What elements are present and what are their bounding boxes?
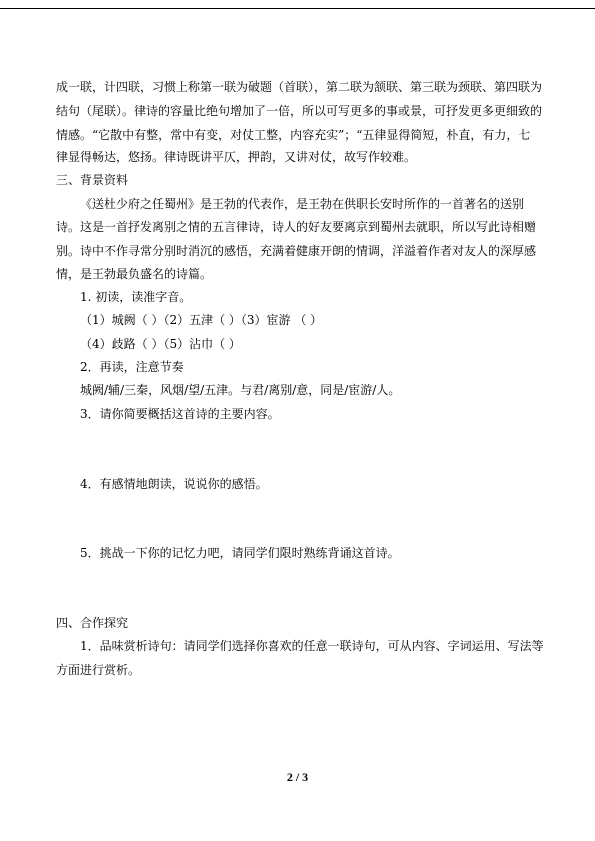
header-rule <box>0 8 595 9</box>
background-line-3: 别。诗中不作寻常分别时消沉的感悟，充满着健康开朗的情调，洋溢着作者对友人的深厚感 <box>56 244 537 258</box>
section-3-heading: 三、背景资料 <box>56 173 129 187</box>
background-line-2: 诗。这是一首抒发离别之情的五言律诗，诗人的好友要离京到蜀州去就职，所以写此诗相赠 <box>56 220 537 234</box>
question-1: 1. 初读，读准字音。 <box>80 290 192 304</box>
intro-line-4: 律显得畅达，悠扬。律诗既讲平仄，押韵，又讲对仗，故写作较难。 <box>56 150 417 164</box>
question-5: 5．挑战一下你的记忆力吧，请同学们限时熟练背诵这首诗。 <box>80 546 400 560</box>
explore-line-2: 方面进行赏析。 <box>56 663 141 677</box>
question-4: 4．有感情地朗读，说说你的感悟。 <box>80 477 268 491</box>
intro-line-3: 情感。“它散中有整，常中有变，对仗工整，内容充实”；“五律显得简短，朴直，有力，七 <box>56 128 531 142</box>
background-line-1: 《送杜少府之任蜀州》是王勃的代表作，是王勃在供职长安时所作的一首著名的送别 <box>80 197 525 211</box>
pronunciation-row-1: （1）城阙（ ）（2）五津（ ）（3）宦游 （ ） <box>80 313 323 327</box>
pronunciation-row-2: （4）歧路（ ）（5）沾巾（ ） <box>80 337 241 351</box>
explore-line-1: 1．品味赏析诗句：请同学们选择你喜欢的任意一联诗句，可从内容、字词运用、写法等 <box>80 639 544 653</box>
intro-line-2: 结句（尾联）。律诗的容量比绝句增加了一倍，所以可写更多的事或景，可抒发更多更细致的 <box>56 104 543 118</box>
intro-line-1: 成一联，计四联，习惯上称第一联为破题（首联），第二联为颔联、第三联为颈联、第四联为 <box>56 80 543 94</box>
question-2: 2．再读，注意节奏 <box>80 360 184 374</box>
section-4-heading: 四、合作探究 <box>56 616 129 630</box>
background-line-4: 情，是王勃最负盛名的诗篇。 <box>56 267 213 281</box>
page-number: 2 / 3 <box>286 770 309 784</box>
question-3: 3．请你简要概括这首诗的主要内容。 <box>80 407 280 421</box>
rhythm-line: 城阙/辅/三秦，风烟/望/五津。与君/离别/意，同是/宦游/人。 <box>80 383 401 397</box>
